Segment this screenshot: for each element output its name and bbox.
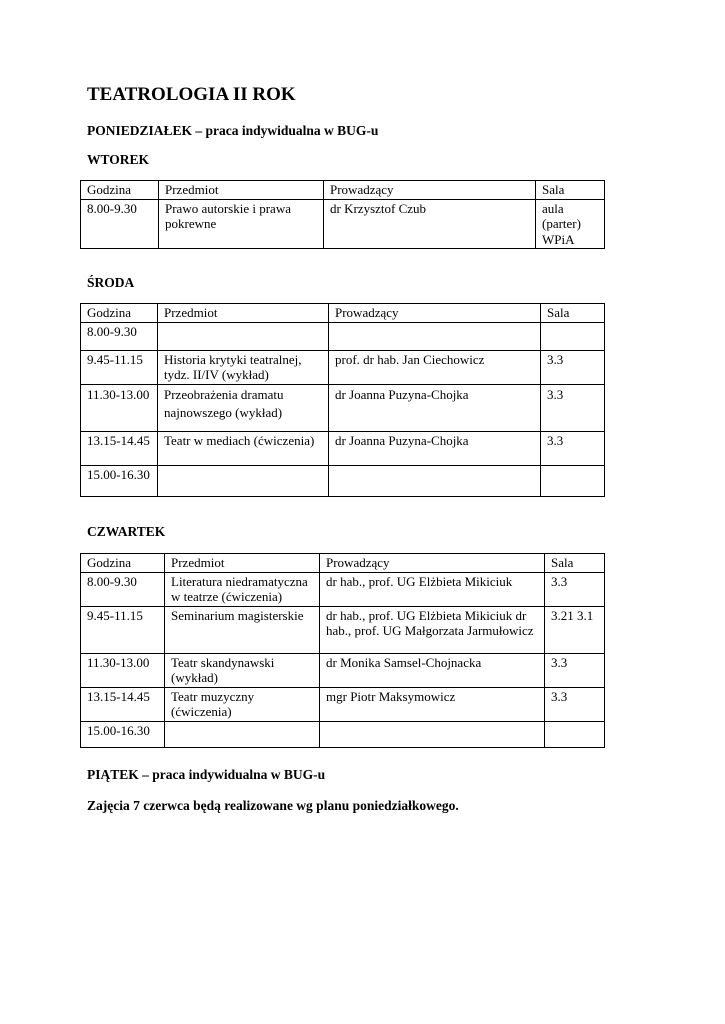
- room-cell: aula (parter) WPiA: [536, 199, 605, 249]
- table-row: [81, 721, 605, 747]
- header-cell: Przedmiot: [158, 304, 329, 323]
- table-row: [81, 465, 605, 496]
- time-cell: 8.00-9.30: [81, 199, 159, 249]
- subject-cell: [165, 721, 320, 747]
- thursday-table: [80, 553, 605, 748]
- time-cell: 15.00-16.30: [81, 721, 165, 747]
- table-header-row: [81, 304, 605, 323]
- room-cell: 3.3: [545, 687, 605, 721]
- teacher-cell: dr Joanna Puzyna-Chojka: [329, 431, 541, 465]
- header-cell: Godzina: [81, 554, 165, 573]
- table-row: [81, 384, 605, 431]
- header-cell: Prowadzący: [329, 304, 541, 323]
- subject-cell: [158, 322, 329, 350]
- tuesday-heading: WTOREK: [87, 152, 150, 167]
- time-cell: 9.45-11.15: [81, 350, 158, 384]
- time-cell: 9.45-11.15: [81, 606, 165, 653]
- table-row: [81, 572, 605, 606]
- friday-note: PIĄTEK – praca indywidualna w BUG-u: [87, 767, 326, 782]
- room-cell: [545, 721, 605, 747]
- subject-cell: Literatura niedramatyczna w teatrze (ćwiczenia): [165, 572, 320, 606]
- teacher-cell: dr hab., prof. UG Elżbieta Mikiciuk: [320, 572, 545, 606]
- wednesday-heading: ŚRODA: [87, 275, 135, 290]
- tuesday-table: [80, 180, 605, 249]
- room-cell: [541, 322, 605, 350]
- subject-cell: Historia krytyki teatralnej, tydz. II/IV (wykład): [158, 350, 329, 384]
- header-cell: Godzina: [81, 181, 159, 200]
- subject-cell: [158, 465, 329, 496]
- teacher-cell: [329, 465, 541, 496]
- header-cell: Sala: [545, 554, 605, 573]
- header-cell: Sala: [536, 181, 605, 200]
- subject-cell: Seminarium magisterskie: [165, 606, 320, 653]
- wednesday-table: [80, 303, 605, 497]
- time-cell: 11.30-13.00: [81, 384, 158, 431]
- room-cell: [541, 465, 605, 496]
- subject-cell: Teatr skandynawski (wykład): [165, 653, 320, 687]
- time-cell: 13.15-14.45: [81, 431, 158, 465]
- table-header-row: [81, 181, 605, 200]
- subject-cell: Teatr w mediach (ćwiczenia): [158, 431, 329, 465]
- monday-note: PONIEDZIAŁEK – praca indywidualna w BUG-u: [87, 123, 379, 138]
- room-cell: 3.3: [541, 384, 605, 431]
- teacher-cell: [329, 322, 541, 350]
- teacher-cell: mgr Piotr Maksymowicz: [320, 687, 545, 721]
- table-row: [81, 199, 605, 249]
- table-row: [81, 431, 605, 465]
- time-cell: 15.00-16.30: [81, 465, 158, 496]
- header-cell: Prowadzący: [324, 181, 536, 200]
- header-cell: Przedmiot: [159, 181, 324, 200]
- table-header-row: [81, 554, 605, 573]
- time-cell: 11.30-13.00: [81, 653, 165, 687]
- header-cell: Sala: [541, 304, 605, 323]
- table-row: [81, 350, 605, 384]
- teacher-cell: dr Joanna Puzyna-Chojka: [329, 384, 541, 431]
- thursday-heading: CZWARTEK: [87, 524, 166, 539]
- table-row: [81, 653, 605, 687]
- room-cell: 3.3: [541, 350, 605, 384]
- header-cell: Prowadzący: [320, 554, 545, 573]
- room-cell: 3.3: [545, 572, 605, 606]
- table-row: [81, 606, 605, 653]
- subject-cell: Przeobrażenia dramatu najnowszego (wykład): [158, 384, 329, 431]
- subject-cell: Prawo autorskie i prawa pokrewne: [159, 199, 324, 249]
- time-cell: 8.00-9.30: [81, 322, 158, 350]
- teacher-cell: [320, 721, 545, 747]
- document-title: TEATROLOGIA II ROK: [87, 84, 296, 105]
- table-row: [81, 687, 605, 721]
- room-cell: 3.3: [545, 653, 605, 687]
- teacher-cell: dr hab., prof. UG Elżbieta Mikiciuk dr hab., prof. UG Małgorzata Jarmułowicz: [320, 606, 545, 653]
- footer-note: Zajęcia 7 czerwca będą realizowane wg planu poniedziałkowego.: [87, 798, 459, 813]
- room-cell: 3.3: [541, 431, 605, 465]
- teacher-cell: dr Monika Samsel-Chojnacka: [320, 653, 545, 687]
- header-cell: Godzina: [81, 304, 158, 323]
- time-cell: 8.00-9.30: [81, 572, 165, 606]
- room-cell: 3.21 3.1: [545, 606, 605, 653]
- header-cell: Przedmiot: [165, 554, 320, 573]
- teacher-cell: prof. dr hab. Jan Ciechowicz: [329, 350, 541, 384]
- time-cell: 13.15-14.45: [81, 687, 165, 721]
- table-row: [81, 322, 605, 350]
- subject-cell: Teatr muzyczny (ćwiczenia): [165, 687, 320, 721]
- teacher-cell: dr Krzysztof Czub: [324, 199, 536, 249]
